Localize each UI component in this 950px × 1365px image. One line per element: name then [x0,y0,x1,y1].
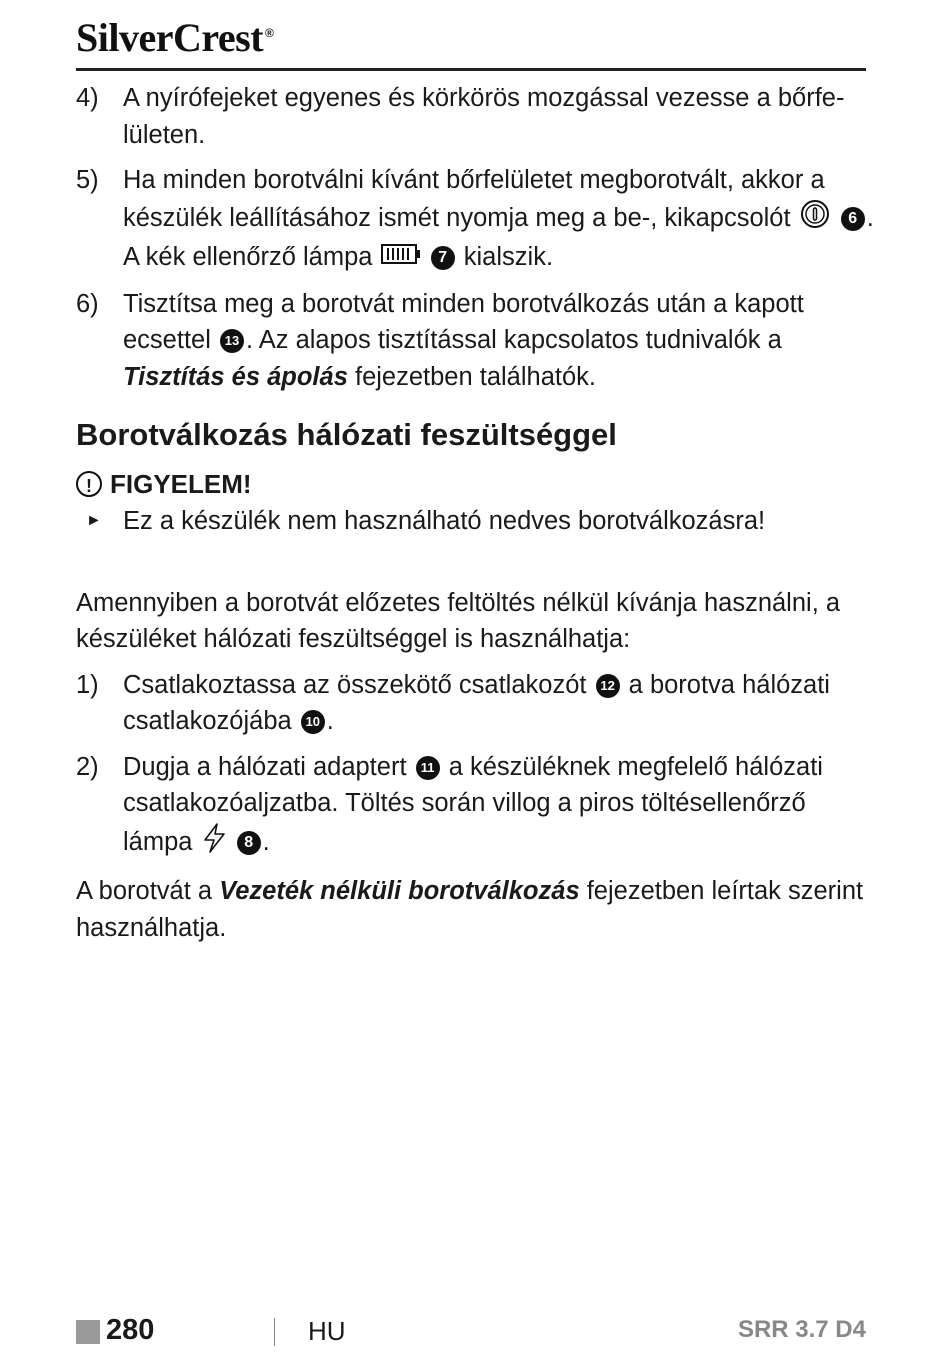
ref-8-badge: 8 [237,831,261,855]
brand-logo: SilverCrest ® [76,15,274,60]
battery-icon [380,240,422,277]
header-rule [76,68,866,71]
intro-paragraph: Amennyiben a borotvát előzetes feltöltés nélkül kívánja használni, a készüléket hálózati feszültséggel is használhatja: [76,588,841,654]
step-5: 5) Ha minden borotválni kívánt bőrfelületet megborotvált, akkor a készülék leállításához ismét nyomja meg a be-, kikapcsolót 6 . A kék ellenőrző lámpa 7 kialszik. [76,162,876,277]
step-6: 6) Tisztítsa meg a borotvát minden borotválkozás után a kapott ecsettel 13 . Az alapos tisztítással kapcsolatos tudnivalók a Tisztítás és ápolás fejezetben találhatók. [76,289,804,391]
exclamation-icon: ! [76,471,102,497]
page-number: 280 [106,1314,155,1346]
model-number: SRR 3.7 D4 [737,1316,866,1343]
footer-divider [274,1318,275,1346]
closing-paragraph: A borotvát a Vezeték nélküli borotválkozás fejezetben leírtak szerint használhatja. [76,877,864,942]
warning-bullet: ► Ez a készülék nem használható nedves borotválkozásra! [76,503,876,540]
warning-title: ! FIGYELEM! [76,467,876,501]
arrow-right-icon: ► [86,512,102,530]
ref-13-badge: 13 [220,329,244,353]
step-1: 1) Csatlakoztassa az összekötő csatlakozót 12 a borotva hálózati csatlakozójába 10 . [76,670,830,736]
language-code: HU [308,1316,346,1346]
ref-12-badge: 12 [596,674,620,698]
page-content [76,80,876,946]
ref-11-badge: 11 [416,756,440,780]
page-marker [76,1320,100,1344]
ref-6-badge: 6 [841,207,865,231]
power-button-icon [798,199,832,240]
ref-7-badge: 7 [431,246,455,270]
ref-10-badge: 10 [301,710,325,734]
lightning-icon [200,822,228,865]
section-title: Borotválkozás hálózati feszültséggel [76,417,617,453]
page-footer [76,1312,866,1352]
step-4: 4) A nyírófejeket egyenes és körkörös mozgással vezesse a bőrfe-lületen. [76,84,845,149]
step-2: 2) Dugja a hálózati adaptert 11 a készüléknek megfelelő hálózati csatlakozóaljzatba. Töltés során villog a piros töltésellenőrző lámpa 8 . [76,749,876,865]
